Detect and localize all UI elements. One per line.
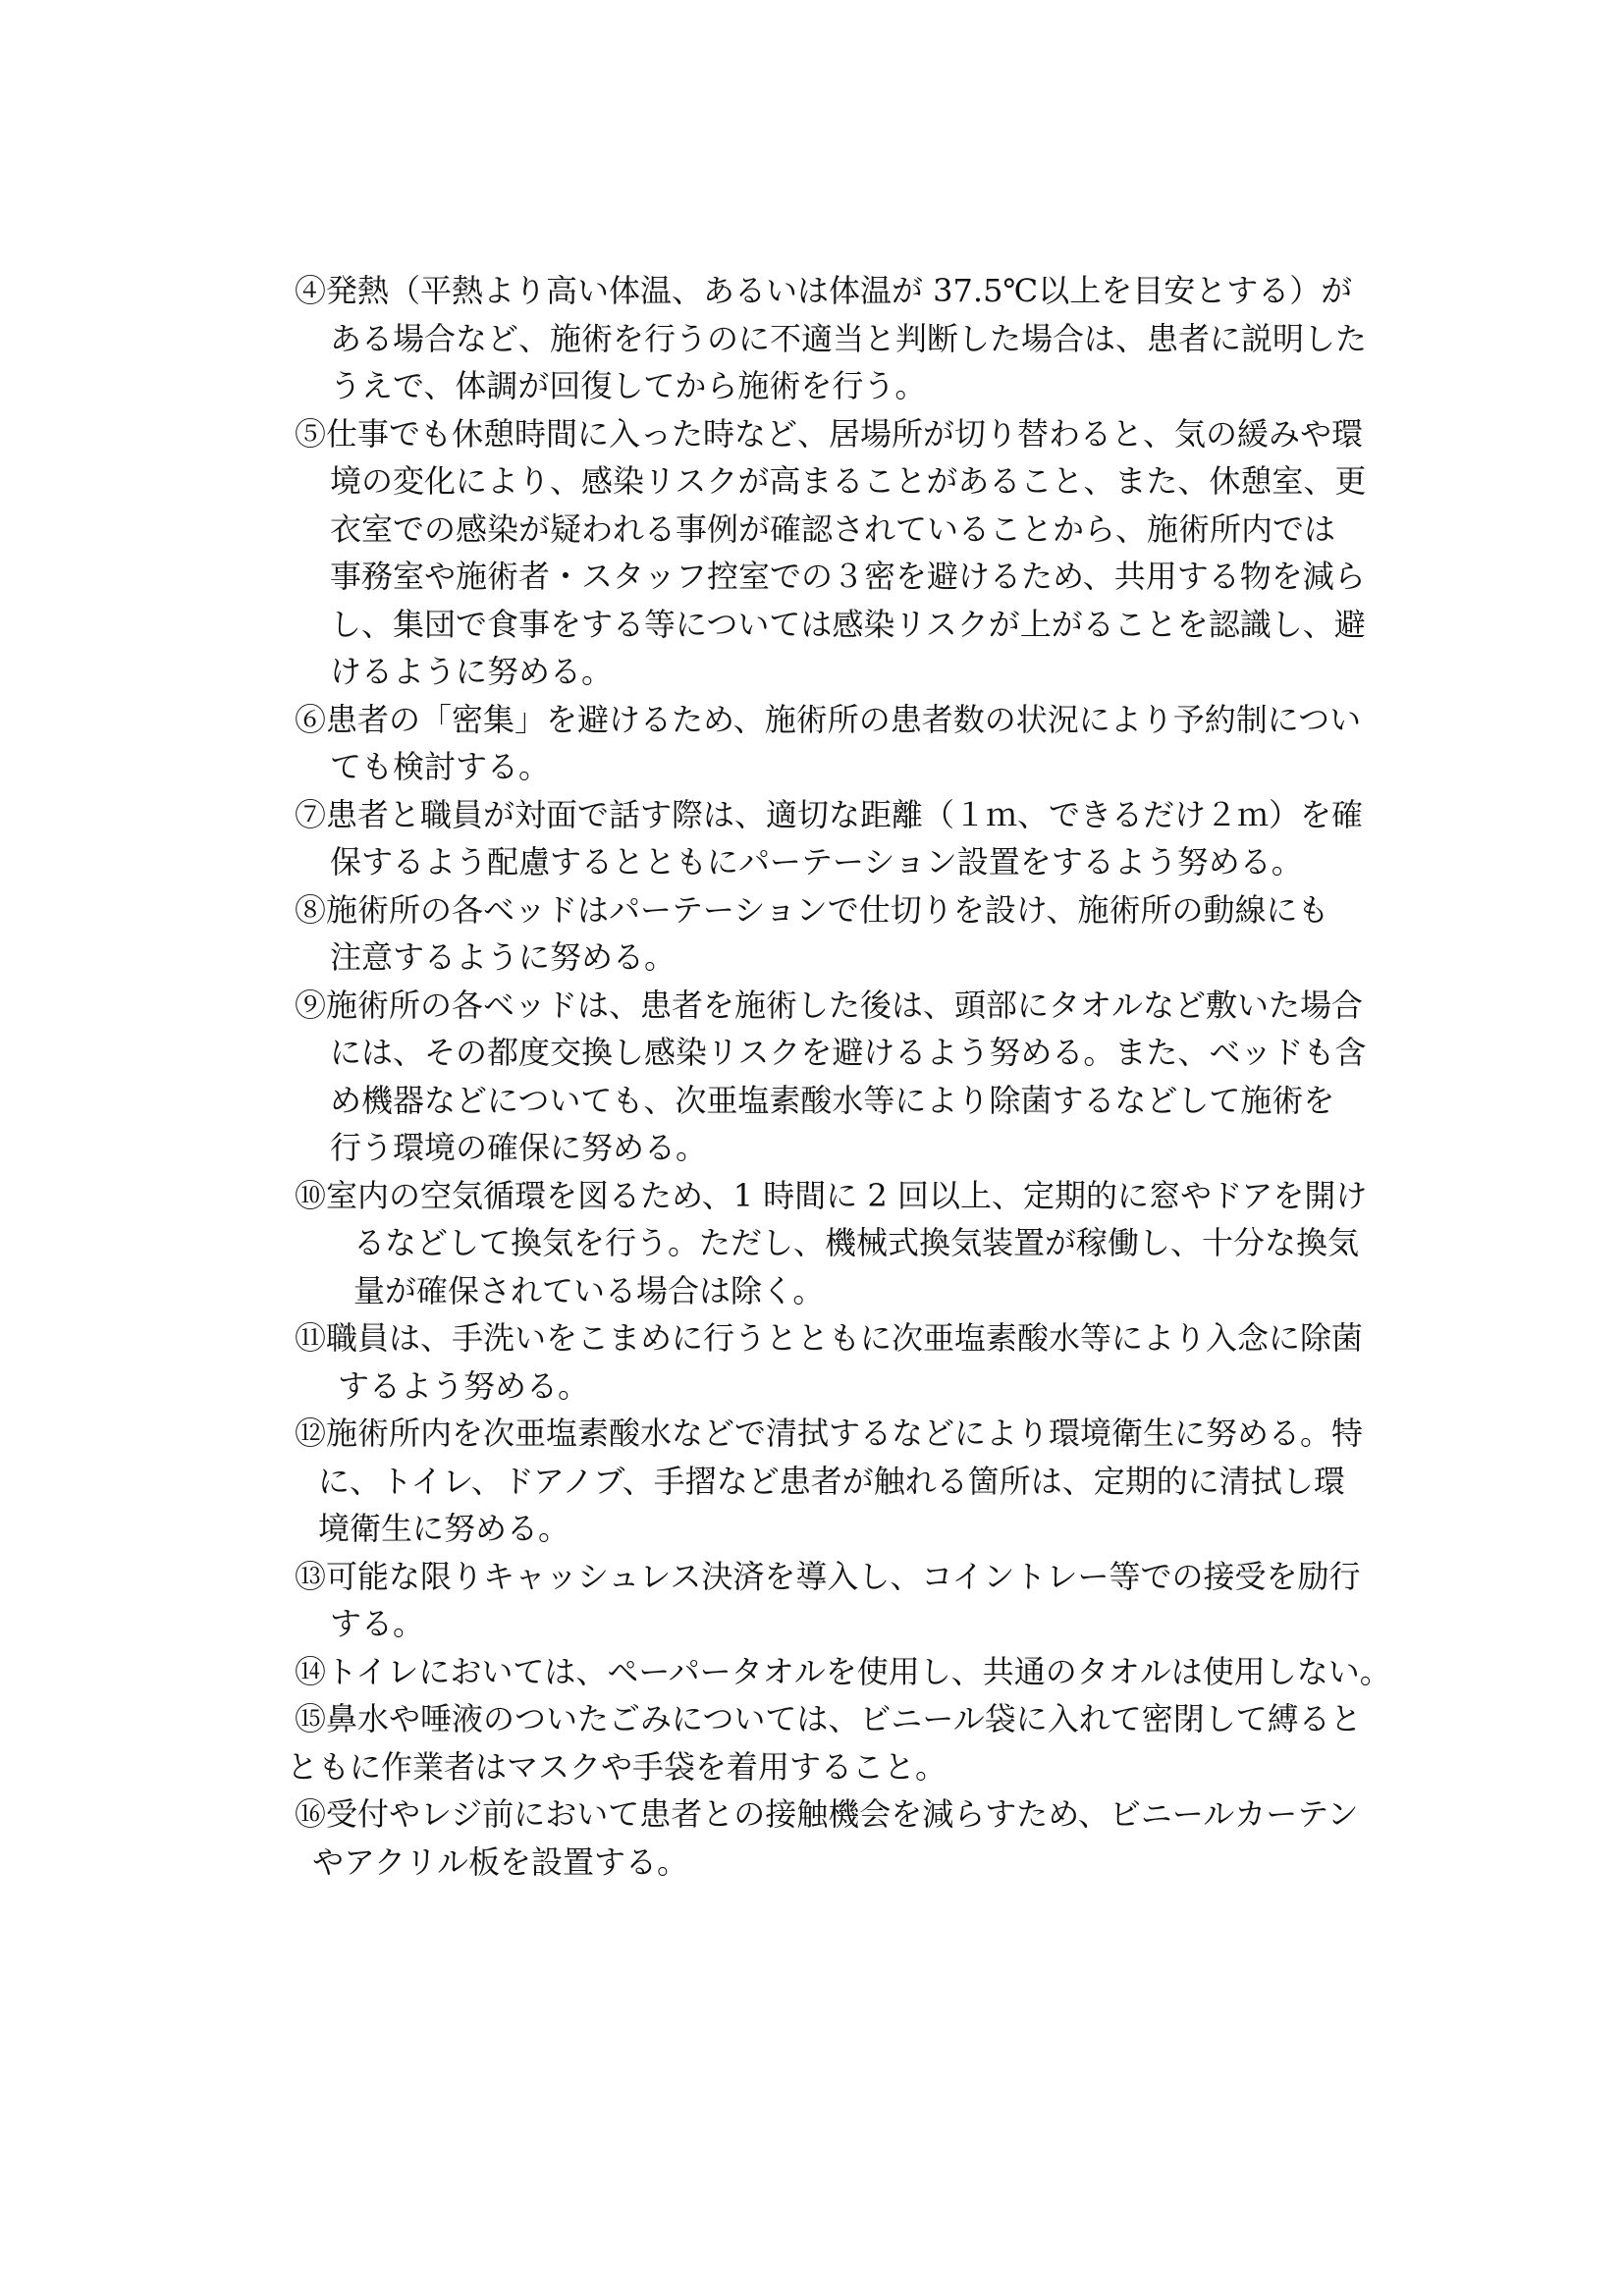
text-line: 保するよう配慮するとともにパーテーション設置をするよう努める。: [330, 843, 1303, 881]
text-line: 境の変化により、感染リスクが高まることがあること、また、休憩室、更: [330, 462, 1367, 500]
text-line: ④発熱（平熱より高い体温、あるいは体温が 37.5℃以上を目安とする）が: [295, 272, 1353, 309]
list-item-4: [295, 267, 1384, 410]
list-item-15: [287, 1695, 1384, 1790]
text-line: やアクリル板を設置する。: [312, 1842, 689, 1881]
text-line: ⑧施術所の各ベッドはパーテーションで仕切りを設け、施術所の動線にも: [295, 890, 1329, 929]
text-line: ⑮鼻水や唾液のついたごみについては、ビニール袋に入れて密閉して縛ると: [295, 1700, 1362, 1737]
text-line: ある場合など、施術を行うのに不適当と判断した場合は、患者に説明した: [330, 319, 1368, 357]
list-item-16: [295, 1790, 1384, 1886]
list-item-6: [295, 696, 1384, 791]
text-line: ⑭トイレにおいては、ペーパータオルを使用し、共通のタオルは使用しない。: [295, 1652, 1391, 1690]
list-item-7: [295, 791, 1384, 886]
text-line: ても検討する。: [330, 748, 551, 785]
text-line: ⑤仕事でも休憩時間に入った時など、居場所が切り替わると、気の緩みや環: [295, 414, 1364, 453]
list-item-12: [295, 1410, 1384, 1553]
text-line: ⑥患者の「密集」を避けるため、施術所の患者数の状況により予約制につい: [295, 700, 1362, 738]
document-body: [287, 267, 1391, 1886]
text-line: ⑨施術所の各ベッドは、患者を施術した後は、頭部にタオルなど敷いた場合: [295, 986, 1364, 1024]
list-item-9: [295, 982, 1384, 1172]
list-item-11: [295, 1314, 1384, 1410]
text-line: ⑩室内の空気循環を図るため、1 時間に 2 回以上、定期的に窓やドアを開け: [295, 1176, 1368, 1214]
text-line: め機器などについても、次亜塩素酸水等により除菌するなどして施術を: [330, 1081, 1335, 1119]
text-line: ⑬可能な限りキャッシュレス決済を導入し、コイントレー等での接受を励行: [295, 1557, 1361, 1595]
list-item-13: [295, 1553, 1384, 1648]
text-line: うえで、体調が回復してから施術を行う。: [330, 367, 927, 404]
text-line: ともに作業者はマスクや手袋を着用すること。: [287, 1747, 947, 1786]
text-line: るなどして換気を行う。ただし、機械式換気装置が稼働し、十分な換気: [353, 1224, 1360, 1261]
text-line: 事務室や施術者・スタッフ控室での３密を避けるため、共用する物を減ら: [330, 558, 1366, 595]
text-line: 量が確保されている場合は除く。: [353, 1271, 825, 1309]
text-line: ⑪職員は、手洗いをこまめに行うとともに次亜塩素酸水等により入念に除菌: [295, 1319, 1364, 1357]
text-line: ⑦患者と職員が対面で話す際は、適切な距離（１ｍ、できるだけ２ｍ）を確: [295, 795, 1364, 833]
list-item-8: [295, 886, 1384, 982]
text-line: 注意するように努める。: [330, 938, 677, 976]
text-line: するよう努める。: [338, 1366, 590, 1405]
text-line: し、集団で食事をする等については感染リスクが上がることを認識し、避: [330, 605, 1366, 643]
text-line: 境衛生に努める。: [318, 1510, 570, 1547]
text-line: けるように努める。: [330, 653, 614, 690]
list-item-5: [295, 410, 1384, 696]
list-item-14: [295, 1648, 1391, 1696]
list-item-10: [295, 1172, 1384, 1315]
text-line: には、その都度交換し感染リスクを避けるよう努める。また、ベッドも含: [330, 1034, 1367, 1071]
text-line: 行う環境の確保に努める。: [330, 1129, 708, 1166]
text-line: ⑯受付やレジ前において患者との接触機会を減らすため、ビニールカーテン: [295, 1795, 1359, 1833]
text-line: 衣室での感染が疑われる事例が確認されていることから、施術所内では: [330, 509, 1336, 548]
text-line: する。: [330, 1605, 425, 1642]
text-line: に、トイレ、ドアノブ、手摺など患者が触れる箇所は、定期的に清拭し環: [318, 1462, 1345, 1500]
text-line: ⑫施術所内を次亜塩素酸水などで清拭するなどにより環境衛生に努める。特: [295, 1415, 1364, 1452]
